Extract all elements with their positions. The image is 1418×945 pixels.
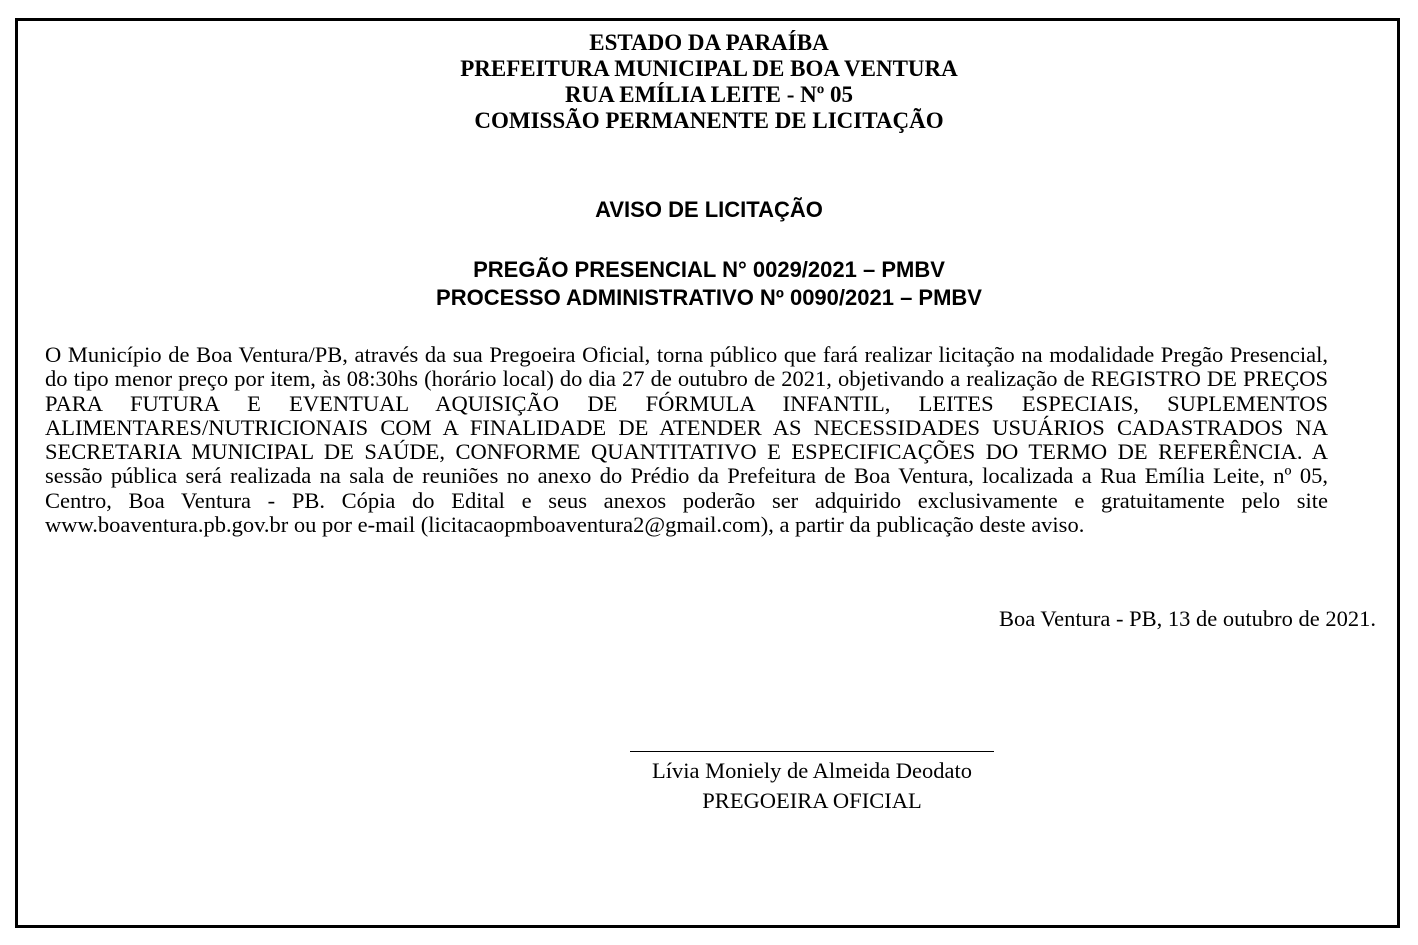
process-block bbox=[0, 256, 1418, 312]
signature-role: PREGOEIRA OFICIAL bbox=[702, 788, 922, 813]
notice-title: AVISO DE LICITAÇÃO bbox=[595, 197, 823, 222]
processo-number: PROCESSO ADMINISTRATIVO Nº 0090/2021 – PMBV bbox=[436, 285, 982, 310]
header-commission: COMISSÃO PERMANENTE DE LICITAÇÃO bbox=[474, 108, 944, 133]
header-state: ESTADO DA PARAÍBA bbox=[589, 30, 829, 55]
header-prefecture: PREFEITURA MUNICIPAL DE BOA VENTURA bbox=[460, 56, 958, 81]
signature-name: Lívia Moniely de Almeida Deodato bbox=[652, 758, 972, 783]
document-header bbox=[0, 30, 1418, 134]
notice-body: O Município de Boa Ventura/PB, através da sua Pregoeira Oficial, torna público que fará realizar licitação na modalidade Pregão Presencial, do tipo menor preço por item, às 08:30hs (horário local) do dia 27 de outubro de 2021, objetivando a realização de REGISTRO DE PREÇOS PARA FUTURA E EVENTUAL AQUISIÇÃO DE FÓRMULA INFANTIL, LEITES ESPECIAIS, SUPLEMENTOS ALIMENTARES/NUTRICIONAIS COM A FINALIDADE DE ATENDER AS NECESSIDADES USUÁRIOS CADASTRADOS NA SECRETARIA MUNICIPAL DE SAÚDE, CONFORME QUANTITATIVO E ESPECIFICAÇÕES DO TERMO DE REFERÊNCIA. A sessão pública será realizada na sala de reuniões no anexo do Prédio da Prefeitura de Boa Ventura, localizada a Rua Emília Leite, nº 05, Centro, Boa Ventura - PB. Cópia do Edital e seus anexos poderão ser adquirido exclusivamente e gratuitamente pelo site www.boaventura.pb.gov.br ou por e-mail (licitacaopmboaventura2@gmail.com), a partir da publicação deste aviso. bbox=[45, 342, 1328, 538]
signature-line bbox=[630, 751, 994, 752]
pregao-number: PREGÃO PRESENCIAL N° 0029/2021 – PMBV bbox=[473, 257, 945, 282]
date-line: Boa Ventura - PB, 13 de outubro de 2021. bbox=[998, 606, 1376, 631]
header-address: RUA EMÍLIA LEITE - Nº 05 bbox=[564, 82, 854, 107]
